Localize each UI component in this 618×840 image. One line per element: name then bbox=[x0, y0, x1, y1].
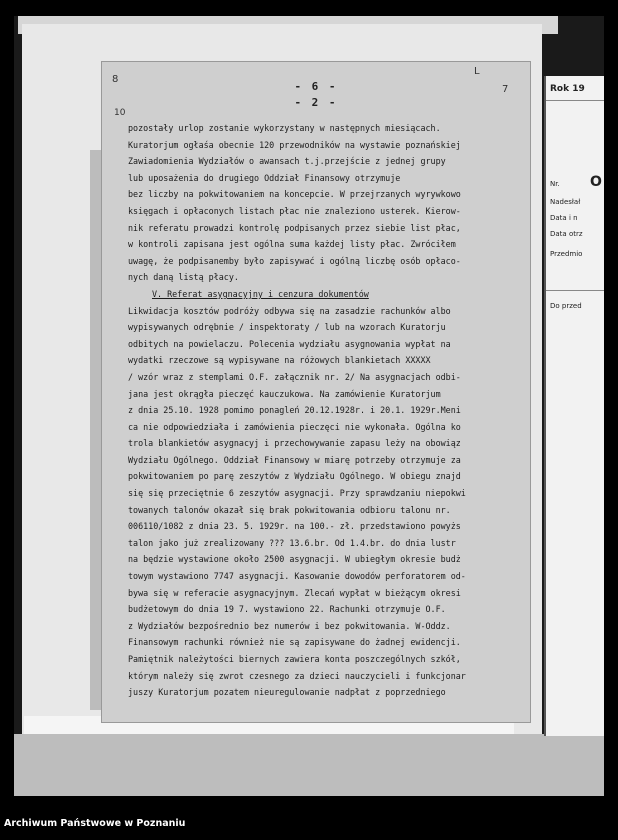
text-line: Zawiadomienia Wydziałów o awansach t.j.przejście z jednej grupy bbox=[128, 156, 446, 167]
text-line: wypisywanych odrębnie / inspektoraty / lub na wzorach Kuratorju bbox=[128, 322, 446, 333]
bottom-gray-band bbox=[14, 734, 604, 796]
archive-credit: Archiwum Państwowe w Poznaniu bbox=[4, 818, 186, 829]
text-line: towym wystawiono 7747 asygnacji. Kasowanie dowodów perforatorem od- bbox=[128, 571, 466, 582]
text-line: jana jest okrągła pieczęć kauczukowa. Na zamówienie Kuratorjum bbox=[128, 388, 441, 399]
text-line: bez liczby na pokwitowaniem na koncepcie. W przejrzanych wyrywkowo bbox=[128, 189, 461, 200]
margin-mark-10: 10 bbox=[114, 108, 126, 118]
card-rok-label: Rok 19 bbox=[550, 84, 585, 94]
text-line: Kuratorjum ogłaśa obecnie 120 przewodników na wystawie poznańskiej bbox=[128, 139, 461, 150]
card-nr-label: Nr. bbox=[550, 180, 560, 188]
card-rule bbox=[546, 100, 604, 101]
text-line: księgach i opłaconych listach płac nie znaleziono usterek. Kierow- bbox=[128, 205, 461, 216]
text-line: Finansowym rachunki również nie są zapisywane do żadnej ewidencji. bbox=[128, 637, 461, 648]
margin-mark-7: 7 bbox=[502, 84, 509, 95]
text-line: / wzór wraz z stemplami O.F. załącznik nr. 2/ Na asygnacjach odbi- bbox=[128, 371, 461, 382]
card-do-przed-label: Do przed bbox=[550, 302, 582, 310]
text-line: którym należy się zwrot czesnego za dzieci nauczycieli i funkcjonar bbox=[128, 670, 466, 681]
card-nadeslal-label: Nadesłał bbox=[550, 198, 581, 206]
body-text bbox=[128, 120, 524, 701]
text-line: lub uposażenia do drugiego Oddział Finansowy otrzymuje bbox=[128, 172, 401, 183]
text-line: z Wydziałów bezpośrednio bez numerów i bez pokwitowania. W-Oddz. bbox=[128, 620, 451, 631]
text-line: Pamiętnik należytości biernych zawiera konta poszczególnych szkół, bbox=[128, 654, 461, 664]
typed-page bbox=[102, 62, 530, 722]
card-rule bbox=[546, 290, 604, 291]
text-line: Likwidacja kosztów podróży odbywa się na zasadzie rachunków albo bbox=[128, 305, 451, 316]
card-data-i-label: Data i n bbox=[550, 214, 578, 222]
text-line: budżetowym do dnia 19 7. wystawiono 22. Rachunki otrzymuje O.F. bbox=[128, 604, 446, 615]
text-line: trola blankietów asygnacyj i przechowywanie zapasu leży na obowiąz bbox=[128, 438, 461, 449]
card-nr-value: O bbox=[590, 174, 602, 190]
text-line: juszy Kuratorjum pozatem nieuregulowanie nadpłat z poprzedniego bbox=[128, 687, 446, 698]
text-line: w kontroli zapisana jest ogólna suma każdej listy płac. Zwróciłem bbox=[128, 239, 456, 250]
text-line: ca nie odpowiedziała i zamówienia pieczęci nie wykonała. Ogólna ko bbox=[128, 421, 461, 432]
microfilm-frame bbox=[14, 16, 604, 796]
text-line: talon jako już zrealizowany ??? 13.6.br. Od 1.4.br. do dnia lustr bbox=[128, 537, 456, 548]
text-line: bywa się w referacie asygnacyjnym. Zlecań wypłat w bieżącym okresi bbox=[128, 587, 461, 598]
text-line: uwagę, że podpisanemby było zapisywać i ogólną liczbę osób opłaco- bbox=[128, 255, 461, 266]
page-number-primary: - 6 - bbox=[294, 80, 338, 93]
text-line: z dnia 25.10. 1928 pomimo ponagleń 20.12.1928r. i 20.1. 1929r.Meni bbox=[128, 405, 461, 416]
text-line: 006110/1082 z dnia 23. 5. 1929r. na 100.- zł. przedstawiono powyżs bbox=[128, 521, 461, 532]
index-card bbox=[544, 76, 604, 736]
text-line: pokwitowaniem po parę zeszytów z Wydziału Ogólnego. W obiegu znajd bbox=[128, 471, 461, 482]
margin-mark-l: L bbox=[474, 66, 480, 77]
text-line: wydatki rzeczowe są wypisywane na różowych blankietach XXXXX bbox=[128, 355, 431, 366]
text-line: odbitych na powielaczu. Polecenia wydziału asygnowania wypłat na bbox=[128, 338, 451, 349]
text-line: pozostały urlop zostanie wykorzystany w następnych miesiącach. bbox=[128, 123, 441, 133]
text-line: nik referatu prowadzi kontrolę podpisanych przez siebie list płac, bbox=[128, 222, 461, 233]
text-line: się się przeciętnie 6 zeszytów asygnacji. Przy sprawdzaniu niepokwi bbox=[128, 488, 466, 499]
text-line: towanych talonów okazał się brak pokwitowania odbioru talonu nr. bbox=[128, 504, 451, 515]
card-data-otrz-label: Data otrz bbox=[550, 230, 583, 238]
text-line: Wydziału Ogólnego. Oddział Finansowy w miarę potrzeby otrzymuje za bbox=[128, 454, 461, 465]
text-line: na będzie wystawione około 2500 asygnacji. W ubiegłym okresie budż bbox=[128, 554, 461, 565]
card-przedmiot-label: Przedmio bbox=[550, 250, 583, 258]
section-heading: V. Referat asygnacyjny i cenzura dokumentów bbox=[152, 288, 369, 299]
margin-mark-8: 8 bbox=[112, 74, 119, 85]
page-number-secondary: - 2 - bbox=[294, 96, 338, 109]
text-line: nych daną listą płacy. bbox=[128, 272, 239, 283]
